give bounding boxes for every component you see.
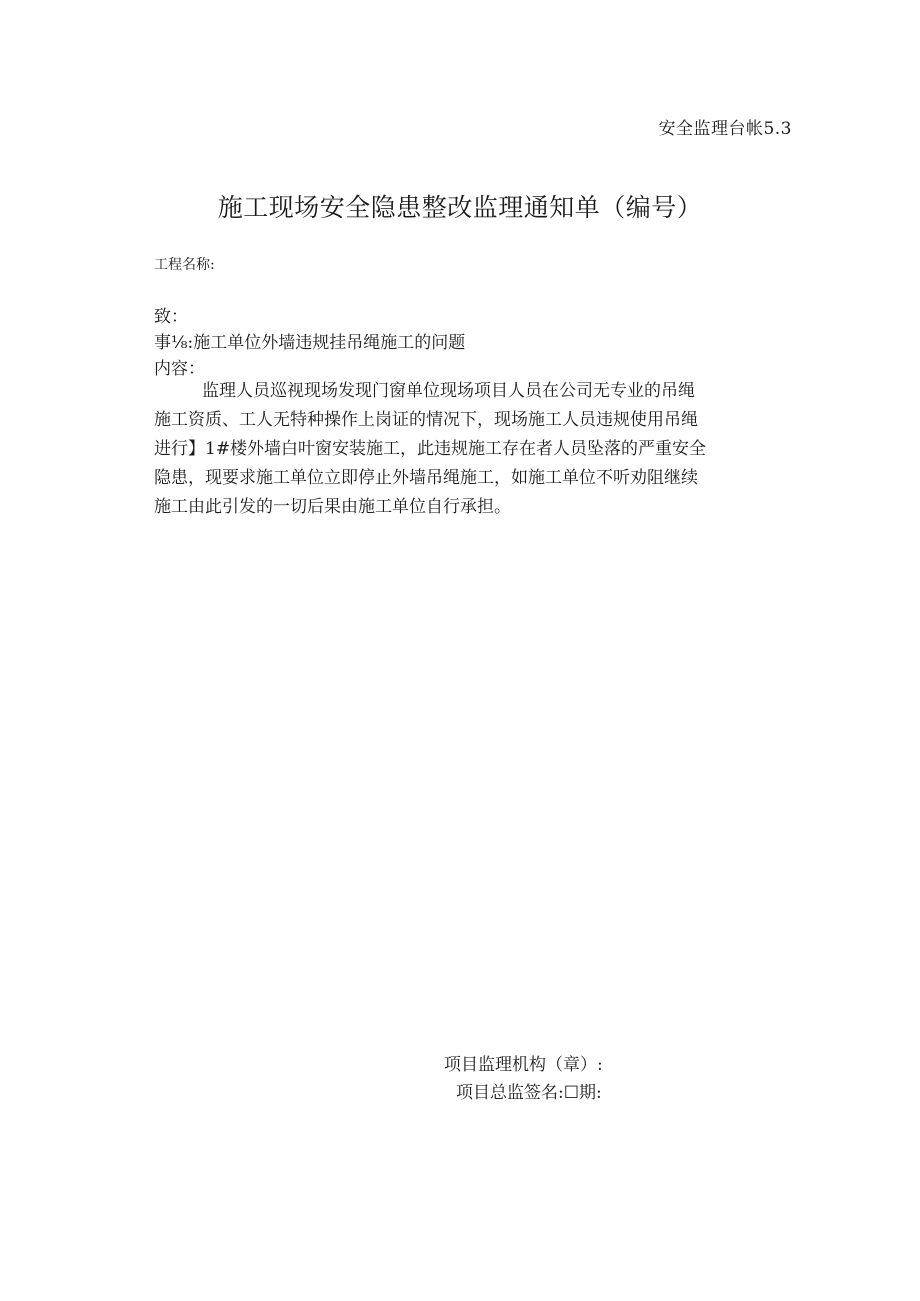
body-line: 监理人员巡视现场发现门窗单位现场项目人员在公司无专业的吊绳 [202,381,695,401]
body-line: 施工由此引发的一切后果由施工单位自行承担。 [154,497,511,517]
supervision-org-label: 项目监理机构（章）: [444,1055,603,1075]
body-line: 隐患，现要求施工单位立即停止外墙吊绳施工，如施工单位不听劝阻继续 [154,468,698,488]
ledger-reference: 安全监理台帐5.3 [658,119,792,139]
body-line: 进行】1#楼外墙白叶窗安装施工，此违规施工存在者人员坠落的严重安全 [154,439,707,459]
document-title: 施工现场安全隐患整改监理通知单（编号） [217,193,703,222]
notice-body [154,377,802,522]
subject-line: 事⅛:施工单位外墙违规挂吊绳施工的问题 [154,333,466,353]
recipient-line: 致： [154,307,188,327]
project-name-label: 工程名称: [154,257,215,273]
chief-supervisor-signature-label: 项目总监签名:☐期: [456,1083,602,1103]
content-label: 内容： [154,359,205,379]
body-line: 施工资质、工人无特种操作上岗证的情况下，现场施工人员违规使用吊绳 [154,410,698,430]
